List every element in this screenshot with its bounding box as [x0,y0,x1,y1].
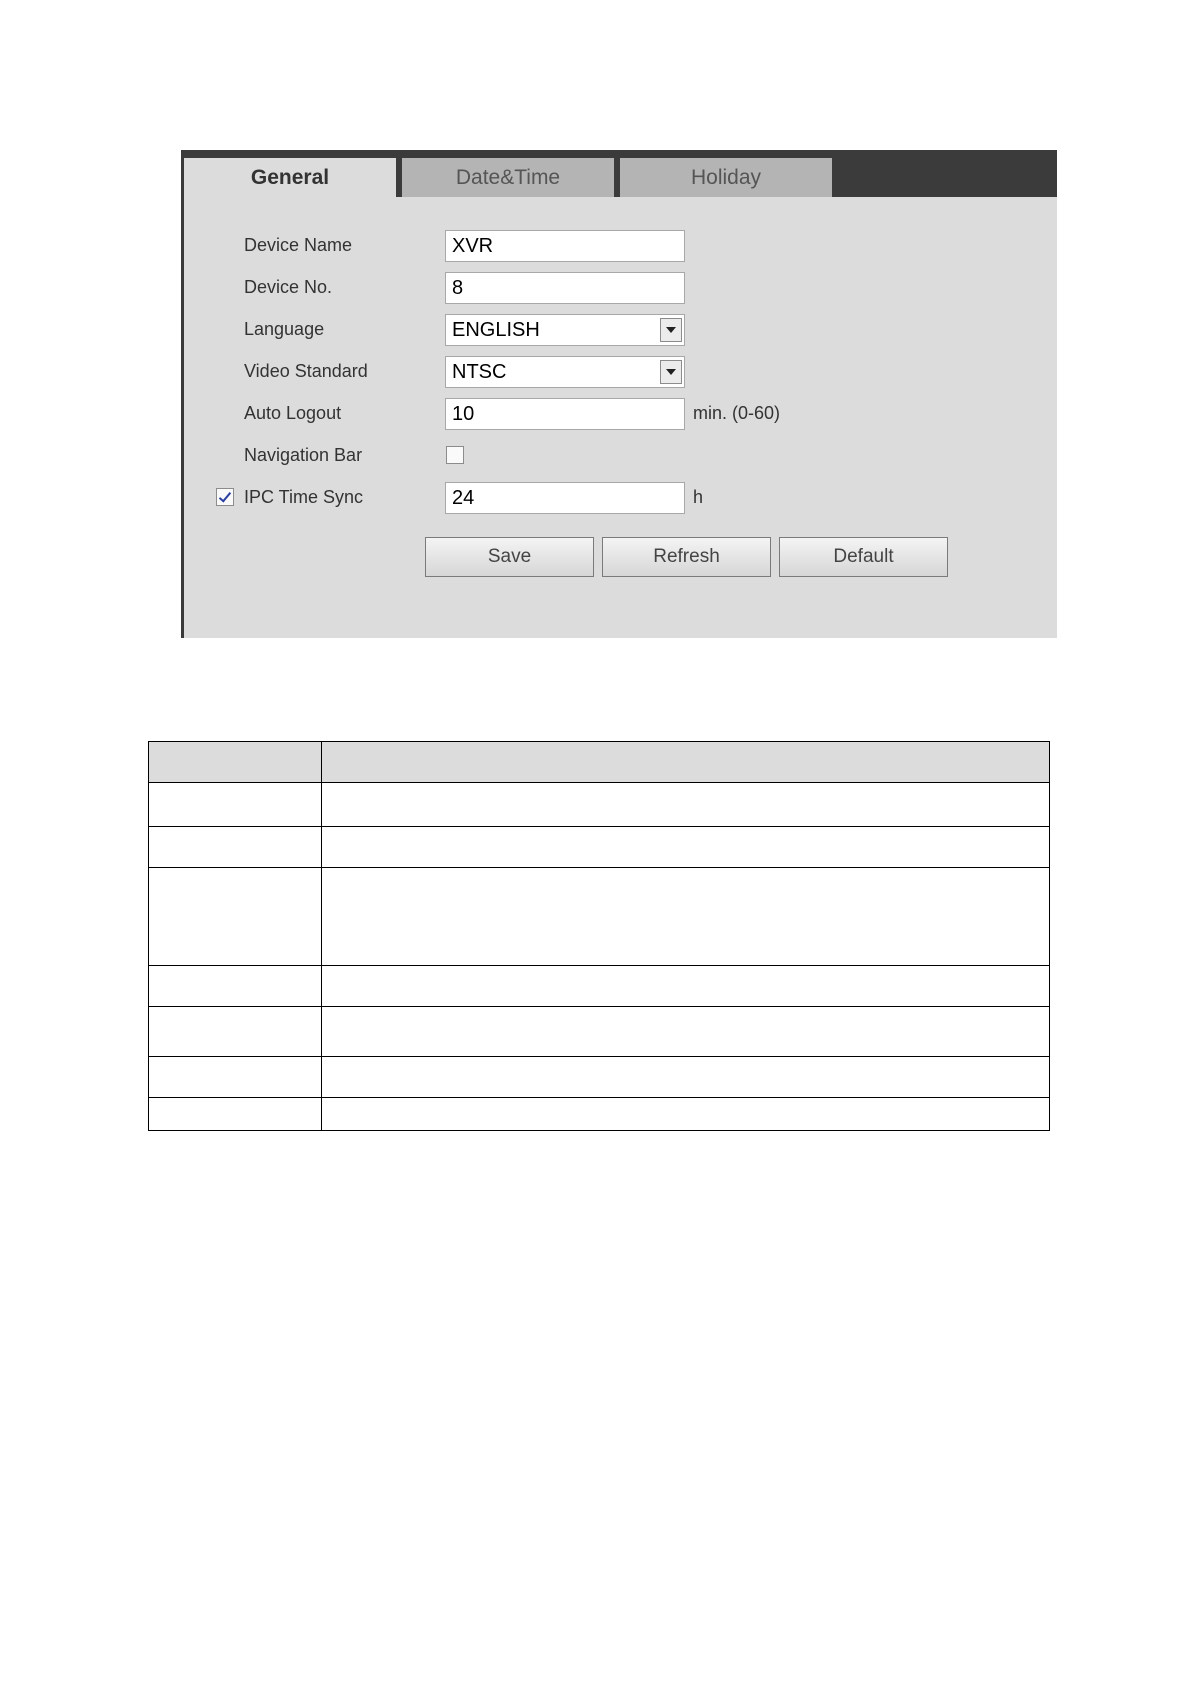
auto-logout-label: Auto Logout [244,403,342,423]
table-cell [322,868,1050,966]
table-row [149,827,1050,868]
table-header-cell [149,742,322,783]
chevron-down-icon[interactable] [660,360,682,384]
table-cell [149,1098,322,1131]
parameter-table [148,741,1050,1131]
table-cell [322,966,1050,1007]
table-row [149,966,1050,1007]
table-row [149,1057,1050,1098]
navigation-bar-label: Navigation Bar [244,445,363,465]
table-row [149,783,1050,827]
device-name-input[interactable]: XVR [445,230,685,262]
device-no-input[interactable]: 8 [445,272,685,304]
table-header-row [149,742,1050,783]
table-cell [149,1007,322,1057]
ipc-time-sync-checkbox[interactable] [216,488,234,506]
table-cell [322,1057,1050,1098]
video-standard-label: Video Standard [244,361,368,381]
table-cell [149,966,322,1007]
table-cell [149,827,322,868]
table-cell [322,827,1050,868]
refresh-button[interactable]: Refresh [602,537,771,577]
table-cell [322,783,1050,827]
general-settings-panel [181,150,1057,638]
language-label: Language [244,319,325,339]
tab-date-time[interactable]: Date&Time [402,158,614,197]
tab-holiday[interactable]: Holiday [620,158,832,197]
video-standard-selected-value: NTSC [452,361,507,383]
language-select[interactable] [445,314,685,346]
auto-logout-input[interactable]: 10 [445,398,685,430]
table-cell [322,1007,1050,1057]
language-selected-value: ENGLISH [452,319,540,341]
table-row [149,1098,1050,1131]
ipc-time-sync-label: IPC Time Sync [244,487,364,507]
tab-general[interactable]: General [184,158,396,197]
navigation-bar-checkbox[interactable] [446,446,464,464]
auto-logout-unit: min. (0-60) [693,403,781,423]
default-button[interactable]: Default [779,537,948,577]
table-row [149,1007,1050,1057]
chevron-down-icon[interactable] [660,318,682,342]
table-cell [149,1057,322,1098]
save-button[interactable]: Save [425,537,594,577]
table-cell [149,868,322,966]
ipc-time-sync-unit: h [693,487,704,507]
video-standard-select[interactable] [445,356,685,388]
device-no-label: Device No. [244,277,333,297]
ipc-time-sync-input[interactable]: 24 [445,482,685,514]
table-cell [322,1098,1050,1131]
device-name-label: Device Name [244,235,353,255]
tab-bar [184,150,1057,197]
table-row [149,868,1050,966]
table-cell [149,783,322,827]
table-header-cell [322,742,1050,783]
